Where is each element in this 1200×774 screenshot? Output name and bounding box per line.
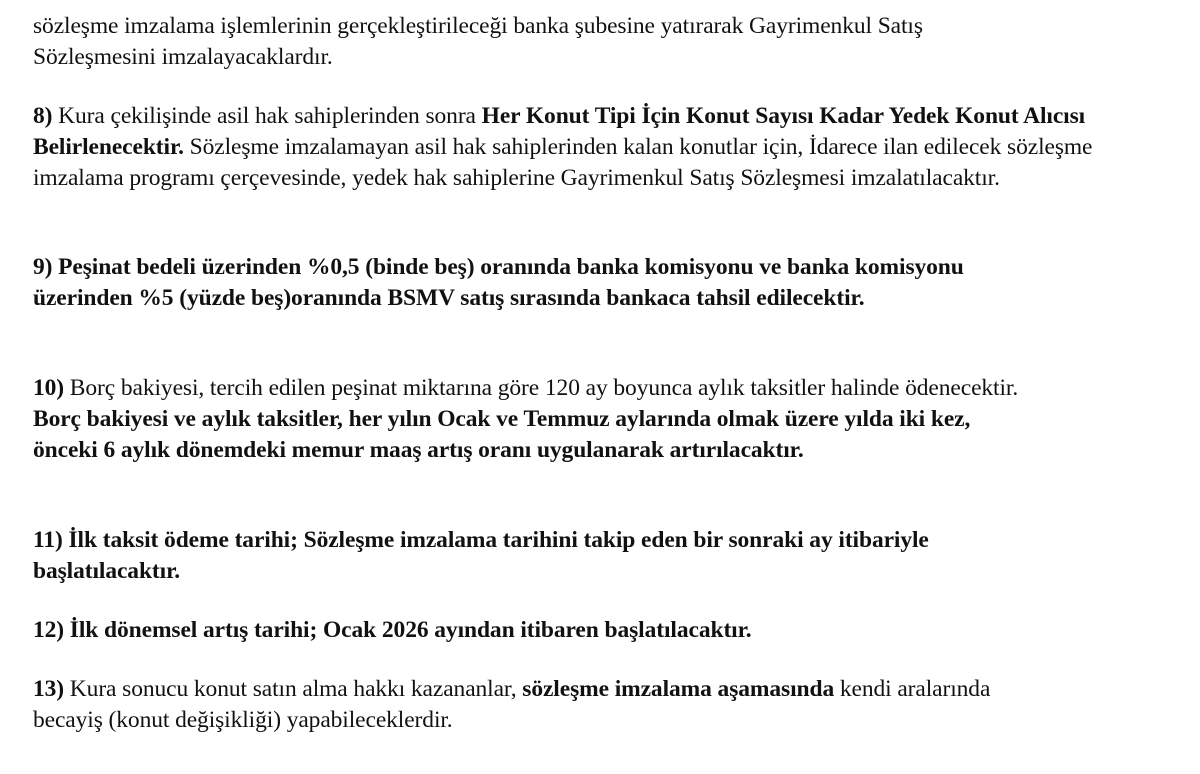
item-13-paragraph (33, 674, 1173, 736)
item-11-paragraph (33, 525, 1173, 587)
item-10-number: 10) (33, 375, 65, 401)
item-8-text-a: Kura çekilişinde asil hak sahiplerinden sonra (52, 103, 482, 129)
item-10-text: Borç bakiyesi, tercih edilen peşinat miktarına göre 120 ay boyunca aylık taksitler halinde ödenecektir. (64, 375, 1019, 401)
item-11-line-2: başlatılacaktır. (33, 558, 181, 584)
item-9-line-2: üzerinden %5 (yüzde beş)oranında BSMV satış sırasında bankaca tahsil edilecektir. (33, 285, 865, 311)
item-8-bold: Her Konut Tipi İçin Konut Sayısı Kadar Yedek Konut Alıcısı Belirlenecektir. (33, 103, 1086, 160)
item-12-paragraph (33, 615, 1173, 646)
item-11-line-1: 11) İlk taksit ödeme tarihi; Sözleşme imzalama tarihini takip eden bir sonraki ay itibariyle (33, 527, 929, 553)
item-13-text-b: kendi aralarında (834, 676, 991, 702)
document-page (33, 11, 1173, 736)
item-8-text-b: Sözleşme imzalamayan asil hak sahiplerinden kalan konutlar için, İdarece ilan edilecek sözleşme imzalama programı çerçevesinde, yedek hak sahiplerine Gayrimenkul Satış Sözleşmesi imzalatılacaktır. (33, 134, 1093, 191)
intro-paragraph (33, 11, 1173, 73)
item-13-text-a: Kura sonucu konut satın alma hakkı kazananlar, (64, 676, 523, 702)
intro-line-2: Sözleşmesini imzalayacaklardır. (33, 44, 333, 70)
item-10-bold-line-1: Borç bakiyesi ve aylık taksitler, her yılın Ocak ve Temmuz aylarında olmak üzere yılda iki kez, (33, 406, 971, 432)
item-8-number: 8) (33, 103, 53, 129)
item-9-line-1: 9) Peşinat bedeli üzerinden %0,5 (binde beş) oranında banka komisyonu ve banka komisyonu (33, 254, 964, 280)
item-12-text: 12) İlk dönemsel artış tarihi; Ocak 2026 ayından itibaren başlatılacaktır. (33, 617, 752, 643)
item-10-paragraph (33, 373, 1173, 466)
item-13-bold: sözleşme imzalama aşamasında (522, 676, 835, 702)
intro-line-1: sözleşme imzalama işlemlerinin gerçekleştirileceği banka şubesine yatırarak Gayrimenkul Satış (33, 13, 923, 39)
item-10-bold-line-2: önceki 6 aylık dönemdeki memur maaş artış oranı uygulanarak artırılacaktır. (33, 437, 804, 463)
item-13-number: 13) (33, 676, 65, 702)
item-8-paragraph (33, 101, 1173, 194)
item-9-paragraph (33, 252, 1173, 314)
item-13-line-2: becayiş (konut değişikliği) yapabileceklerdir. (33, 707, 453, 733)
